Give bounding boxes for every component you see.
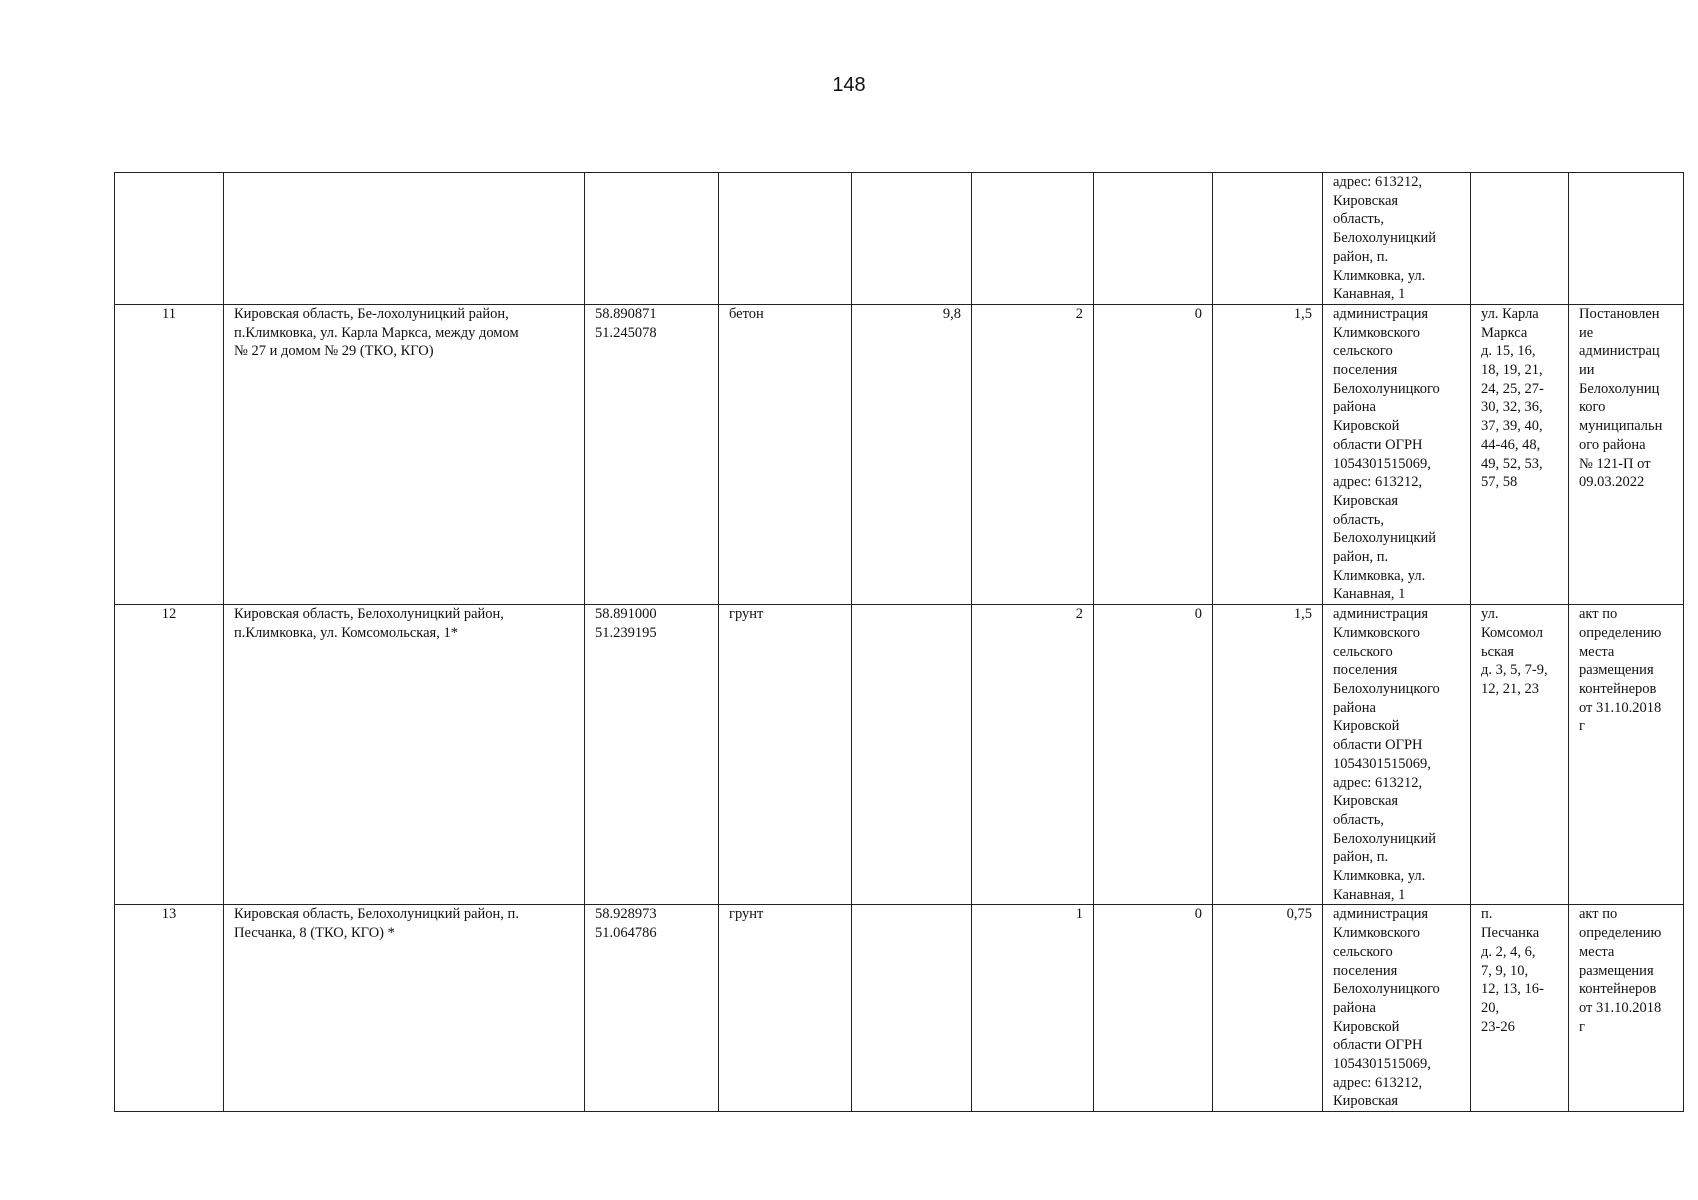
cell-containers-count [972,173,1094,305]
cell-address-line: Кировская область, Бе-лохолуницкий район, [234,305,509,322]
cell-owner-line: Кировская [1333,1093,1399,1110]
cell-served-objects-line: 20, [1481,999,1500,1016]
cell-document-line: контейнеров [1579,680,1657,697]
cell-document-line: определению [1579,925,1662,942]
cell-number: 12 [115,605,224,905]
cell-address-line: № 27 и домом № 29 (ТКО, КГО) [234,343,434,360]
cell-owner-line: Климковка, ул. [1333,567,1426,584]
cell-document [1569,173,1684,305]
cell-served-objects-line: Комсомол [1481,624,1543,641]
cell-served-objects [1471,605,1569,905]
page-number: 148 [832,74,866,96]
cell-owner [1323,173,1471,305]
cell-owner-line: Климковского [1333,624,1420,641]
cell-owner-line: района [1333,399,1376,416]
cell-owner-line: Белохолуницкого [1333,380,1440,397]
cell-owner-line: Климковка, ул. [1333,267,1426,284]
cell-owner-line: Канавная, 1 [1333,286,1406,303]
table-row [115,173,1684,305]
cell-owner-line: администрация [1333,305,1429,322]
cell-address-line: п.Климковка, ул. Комсомольская, 1* [234,624,458,641]
cell-served-objects-line: 7, 9, 10, [1481,962,1529,979]
cell-owner-line: района [1333,699,1376,716]
cell-document-line: г [1579,718,1585,735]
cell-address-line: Кировская область, Белохолуницкий район, п. [234,906,519,923]
cell-coordinates [585,173,719,305]
cell-served-objects-line: 57, 58 [1481,474,1518,491]
cell-document-line: акт по [1579,906,1618,923]
cell-served-objects-line: 49, 52, 53, [1481,455,1543,472]
cell-address [224,905,585,1112]
cell-owner-line: Кировской [1333,418,1400,435]
cell-owner-line: поселения [1333,962,1398,979]
cell-owner-line: 1054301515069, [1333,755,1431,772]
cell-volume [1213,173,1323,305]
cell-owner-line: области ОГРН [1333,436,1423,453]
cell-owner-line: адрес: 613212, [1333,774,1423,791]
cell-surface: грунт [719,905,852,1112]
cell-volume: 1,5 [1213,304,1323,604]
cell-address-line: Кировская область, Белохолуницкий район, [234,606,504,623]
cell-owner-line: сельского [1333,343,1393,360]
cell-document-line: 09.03.2022 [1579,474,1645,491]
cell-served-objects-line: Маркса [1481,324,1528,341]
cell-owner-line: поселения [1333,662,1398,679]
cell-owner [1323,304,1471,604]
cell-served-objects-line: 44-46, 48, [1481,436,1541,453]
cell-document-line: места [1579,643,1615,660]
cell-owner-line: Климковского [1333,324,1420,341]
cell-owner-line: сельского [1333,943,1393,960]
cell-served-objects [1471,905,1569,1112]
cell-served-objects-line: 18, 19, 21, [1481,362,1543,379]
cell-planned-containers [1094,173,1213,305]
cell-owner-line: администрация [1333,906,1429,923]
cell-owner-line: Климковка, ул. [1333,868,1426,885]
cell-document-line: контейнеров [1579,981,1657,998]
cell-owner-line: Белохолуницкий [1333,230,1436,247]
cell-surface [719,173,852,305]
cell-number [115,173,224,305]
cell-served-objects-line: Песчанка [1481,925,1540,942]
cell-document-line: Белохолуниц [1579,380,1660,397]
table-row [115,304,1684,604]
cell-owner-line: Кировская [1333,492,1399,509]
cell-document-line: г [1579,1018,1585,1035]
cell-area [852,605,972,905]
cell-area [852,173,972,305]
cell-document-line: муниципальн [1579,418,1663,435]
cell-number: 13 [115,905,224,1112]
cell-containers-count: 1 [972,905,1094,1112]
cell-volume: 0,75 [1213,905,1323,1112]
cell-number: 11 [115,304,224,604]
cell-document-line: ии [1579,362,1595,379]
cell-owner-line: поселения [1333,362,1398,379]
cell-owner-line: Белохолуницкого [1333,680,1440,697]
cell-served-objects-line: ул. [1481,606,1499,623]
cell-address-line: Песчанка, 8 (ТКО, КГО) * [234,925,395,942]
cell-served-objects-line: 12, 21, 23 [1481,680,1539,697]
cell-served-objects-line: 37, 39, 40, [1481,418,1543,435]
cell-owner-line: область, [1333,811,1384,828]
cell-served-objects-line: 12, 13, 16- [1481,981,1544,998]
cell-owner-line: район, п. [1333,549,1389,566]
cell-owner-line: район, п. [1333,849,1389,866]
cell-owner-line: администрация [1333,606,1429,623]
cell-document-line: № 121-П от [1579,455,1651,472]
cell-served-objects-line: ул. Карла [1481,305,1539,322]
cell-document [1569,905,1684,1112]
cell-document-line: кого [1579,399,1606,416]
cell-owner-line: сельского [1333,643,1393,660]
cell-planned-containers: 0 [1094,905,1213,1112]
cell-owner-line: Канавная, 1 [1333,586,1406,603]
cell-coordinates-line: 51.239195 [595,624,657,641]
cell-served-objects [1471,173,1569,305]
cell-owner [1323,905,1471,1112]
cell-served-objects-line: д. 15, 16, [1481,343,1536,360]
cell-document-line: Постановлен [1579,305,1660,322]
cell-document [1569,605,1684,905]
cell-document-line: ого района [1579,436,1646,453]
cell-owner-line: 1054301515069, [1333,455,1431,472]
cell-owner-line: Белохолуницкий [1333,830,1436,847]
cell-area [852,905,972,1112]
cell-served-objects-line: 30, 32, 36, [1481,399,1543,416]
cell-document-line: от 31.10.2018 [1579,999,1662,1016]
cell-surface: грунт [719,605,852,905]
cell-address [224,304,585,604]
cell-owner-line: Кировская [1333,793,1399,810]
cell-owner [1323,605,1471,905]
cell-surface: бетон [719,304,852,604]
cell-owner-line: Климковского [1333,925,1420,942]
cell-coordinates-line: 58.890871 [595,305,657,322]
cell-document-line: места [1579,943,1615,960]
cell-served-objects-line: 23-26 [1481,1018,1515,1035]
cell-owner-line: область, [1333,511,1384,528]
cell-planned-containers: 0 [1094,304,1213,604]
cell-owner-line: адрес: 613212, [1333,474,1423,491]
cell-coordinates-line: 58.891000 [595,606,657,623]
cell-owner-line: Кировская [1333,192,1399,209]
cell-document-line: от 31.10.2018 [1579,699,1662,716]
cell-document [1569,304,1684,604]
container-sites-table [114,172,1684,1112]
cell-address [224,173,585,305]
cell-containers-count: 2 [972,304,1094,604]
cell-document-line: размещения [1579,962,1654,979]
table-row [115,905,1684,1112]
cell-served-objects-line: 24, 25, 27- [1481,380,1544,397]
cell-served-objects-line: п. [1481,906,1493,923]
cell-owner-line: область, [1333,211,1384,228]
cell-document-line: определению [1579,624,1662,641]
cell-served-objects [1471,304,1569,604]
cell-owner-line: район, п. [1333,248,1389,265]
cell-owner-line: области ОГРН [1333,1037,1423,1054]
cell-owner-line: Белохолуницкий [1333,530,1436,547]
cell-owner-line: 1054301515069, [1333,1056,1431,1073]
cell-coordinates-line: 51.245078 [595,324,657,341]
cell-volume: 1,5 [1213,605,1323,905]
cell-served-objects-line: ьская [1481,643,1514,660]
cell-document-line: ие [1579,324,1594,341]
table-row [115,605,1684,905]
cell-document-line: администрац [1579,343,1660,360]
cell-coordinates [585,605,719,905]
cell-owner-line: области ОГРН [1333,737,1423,754]
cell-coordinates-line: 51.064786 [595,925,657,942]
cell-owner-line: Кировской [1333,718,1400,735]
cell-owner-line: Белохолуницкого [1333,981,1440,998]
cell-address-line: п.Климковка, ул. Карла Маркса, между домом [234,324,519,341]
cell-owner-line: адрес: 613212, [1333,174,1423,190]
cell-document-line: акт по [1579,606,1618,623]
cell-owner-line: адрес: 613212, [1333,1074,1423,1091]
cell-served-objects-line: д. 2, 4, 6, [1481,943,1536,960]
cell-owner-line: Кировской [1333,1018,1400,1035]
table-body [115,173,1684,1112]
cell-area: 9,8 [852,304,972,604]
cell-owner-line: Канавная, 1 [1333,886,1406,903]
cell-document-line: размещения [1579,662,1654,679]
cell-coordinates [585,304,719,604]
cell-planned-containers: 0 [1094,605,1213,905]
cell-served-objects-line: д. 3, 5, 7-9, [1481,662,1548,679]
cell-address [224,605,585,905]
cell-coordinates [585,905,719,1112]
cell-containers-count: 2 [972,605,1094,905]
cell-coordinates-line: 58.928973 [595,906,657,923]
cell-owner-line: района [1333,999,1376,1016]
